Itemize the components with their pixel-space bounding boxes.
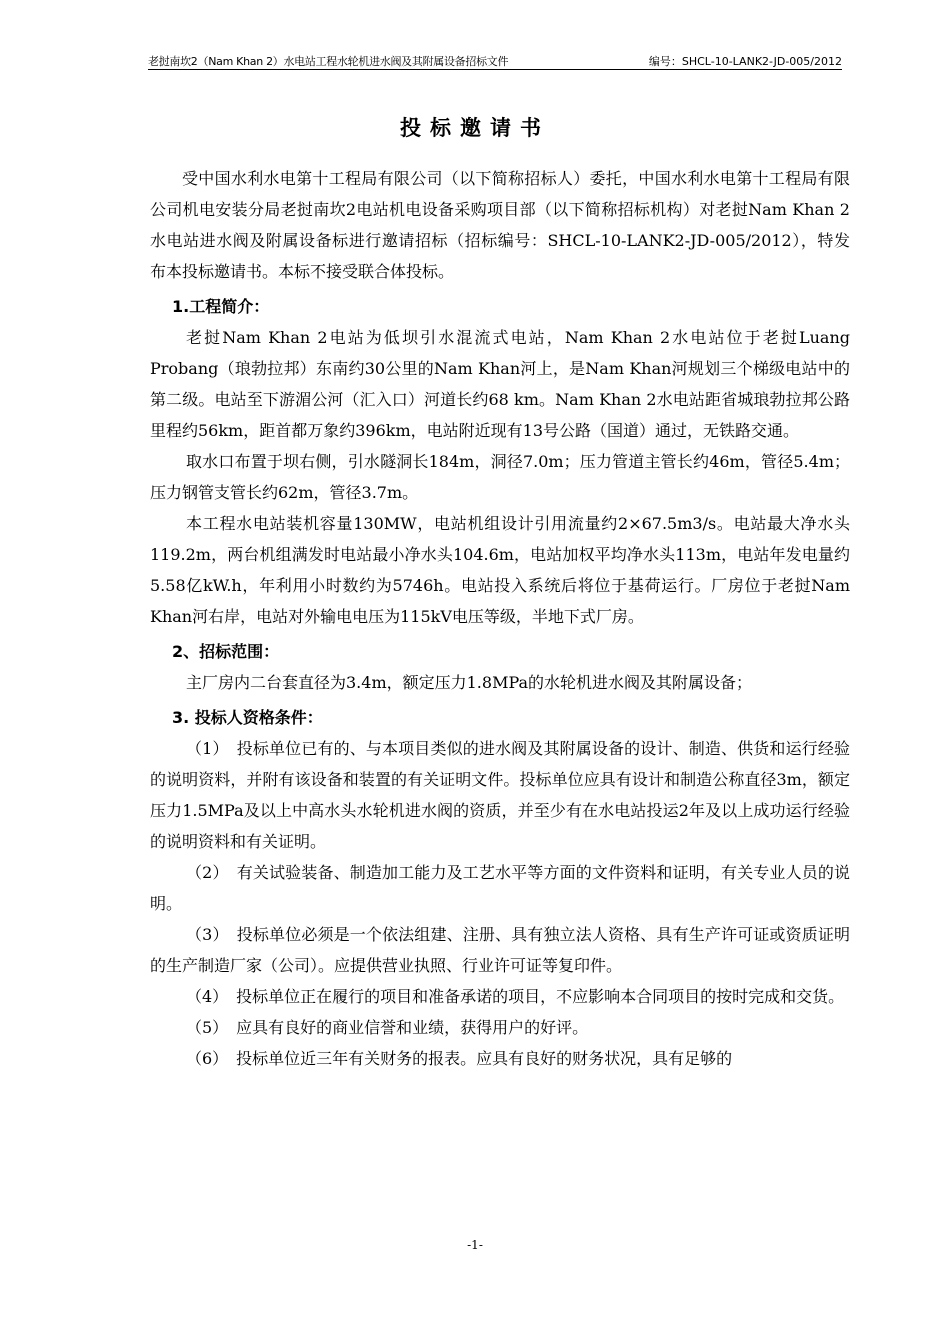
section-heading-project-overview: 1.工程简介： xyxy=(172,297,270,316)
qualification-item: （5） 应具有良好的商业信誉和业绩，获得用户的好评。 xyxy=(186,1018,589,1037)
qualification-item: （1） 投标单位已有的、与本项目类似的进水阀及其附属设备的设计、制造、供货和运行经验的说明资料，并附有该设备和装置的有关证明文件。投标单位应具有设计和制造公称直径3m，额定压力1.5MPa及以上中高水头水轮机进水阀的资质，并至少有在水电站投运2年及以上成功运行经验的说明资料和有关证明。 xyxy=(150,739,850,851)
header-document-number: 编号：SHCL-10-LANK2-JD-005/2012 xyxy=(648,55,842,68)
page-number: -1- xyxy=(467,1238,483,1252)
section-heading-bid-scope: 2、招标范围： xyxy=(172,642,280,661)
header-divider xyxy=(148,69,842,70)
intro-paragraph: 受中国水利水电第十工程局有限公司（以下简称招标人）委托，中国水利水电第十工程局有限公司机电安装分局老挝南坎2电站机电设备采购项目部（以下简称招标机构）对老挝Nam Khan 2水电站进水阀及附属设备标进行邀请招标（招标编号：SHCL-10-LANK2-JD-005/2012），特发布本投标邀请书。本标不接受联合体投标。 xyxy=(150,169,850,281)
section-heading-bidder-qualifications: 3. 投标人资格条件： xyxy=(172,708,323,727)
qualification-item: （4） 投标单位正在履行的项目和准备承诺的项目，不应影响本合同项目的按时完成和交货。 xyxy=(186,987,845,1006)
qualification-item: （2） 有关试验装备、制造加工能力及工艺水平等方面的文件资料和证明，有关专业人员的说明。 xyxy=(150,863,850,913)
page-header xyxy=(148,53,842,69)
header-document-title: 老挝南坎2（Nam Khan 2）水电站工程水轮机进水阀及其附属设备招标文件 xyxy=(148,55,509,68)
bid-scope-paragraph: 主厂房内二台套直径为3.4m，额定压力1.8MPa的水轮机进水阀及其附属设备； xyxy=(186,673,753,692)
page-title: 投标邀请书 xyxy=(400,116,550,140)
project-overview-paragraph-1: 老挝Nam Khan 2电站为低坝引水混流式电站，Nam Khan 2水电站位于老挝Luang Probang（琅勃拉邦）东南约30公里的Nam Khan河上，是Nam Khan河规划三个梯级电站中的第二级。电站至下游湄公河（汇入口）河道长约68 km。Nam Khan 2水电站距省城琅勃拉邦公路里程约56km，距首都万象约396km，电站附近现有13号公路（国道）通过，无铁路交通。 xyxy=(150,328,850,440)
project-overview-paragraph-2: 取水口布置于坝右侧，引水隧洞长184m，洞径7.0m；压力管道主管长约46m，管径5.4m；压力钢管支管长约62m，管径3.7m。 xyxy=(150,452,850,502)
qualification-item: （3） 投标单位必须是一个依法组建、注册、具有独立法人资格、具有生产许可证或资质证明的生产制造厂家（公司）。应提供营业执照、行业许可证等复印件。 xyxy=(150,925,850,975)
document-body xyxy=(150,163,850,1074)
project-overview-paragraph-3: 本工程水电站装机容量130MW，电站机组设计引用流量约2×67.5m3/s。电站最大净水头119.2m，两台机组满发时电站最小净水头104.6m，电站加权平均净水头113m，电站年发电量约5.58亿kW.h，年利用小时数约为5746h。电站投入系统后将位于基荷运行。厂房位于老挝Nam Khan河右岸，电站对外输电电压为115kV电压等级，半地下式厂房。 xyxy=(150,514,850,626)
qualification-item: （6） 投标单位近三年有关财务的报表。应具有良好的财务状况，具有足够的 xyxy=(186,1049,733,1068)
